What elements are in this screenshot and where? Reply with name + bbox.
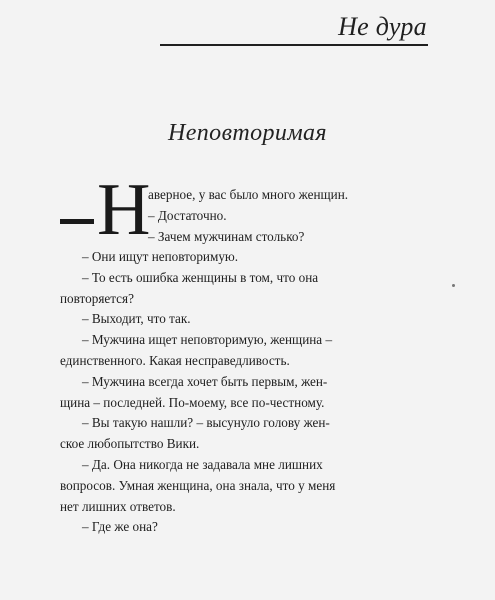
paragraph-line: единственного. Какая несправедливость. [60,352,290,368]
page-speck [452,284,455,287]
paragraph [60,268,428,310]
paragraph-line: ское любопытство Вики. [60,436,200,452]
paragraph [60,372,428,414]
paragraph [60,413,428,455]
paragraph-line: – Они ищут неповторимую. [82,249,239,264]
running-header: Не дура [338,12,427,41]
paragraph [60,309,428,330]
paragraph-line: повторяется? [60,290,134,306]
paragraph-line: – Вы такую нашли? – высунуло голову жен- [82,415,330,431]
body-text [60,169,428,538]
paragraph-line: щина – последней. По-моему, все по-честному. [60,394,325,410]
paragraph-line: – То есть ошибка женщины в том, что она [82,269,319,285]
header-rule [160,44,428,46]
dropcap-line: аверное, у вас было много женщин. [148,187,349,202]
paragraph-line: – Мужчина всегда хочет быть первым, жен- [82,373,328,389]
dropcap-block [60,169,428,251]
dropcap-dash [60,219,94,224]
paragraph-line: – Выходит, что так. [82,311,191,327]
paragraph [60,517,428,538]
paragraph-line: – Где же она? [82,519,158,535]
chapter-title: Неповторимая [167,120,327,146]
paragraph-line: – Мужчина ищет неповторимую, женщина – [82,332,333,348]
paragraph [60,330,428,372]
dropcap-line: – Зачем мужчинам столько? [148,228,305,244]
paragraph-line: нет лишних ответов. [60,498,176,514]
paragraph-line: – Да. Она никогда не задавала мне лишних [82,456,323,472]
dropcap-lines [148,185,428,247]
dropcap-letter: Н [97,169,151,251]
paragraph-line: вопросов. Умная женщина, она знала, что у меня [60,477,336,493]
paragraph [60,455,428,517]
dropcap-line: – Достаточно. [148,207,227,223]
